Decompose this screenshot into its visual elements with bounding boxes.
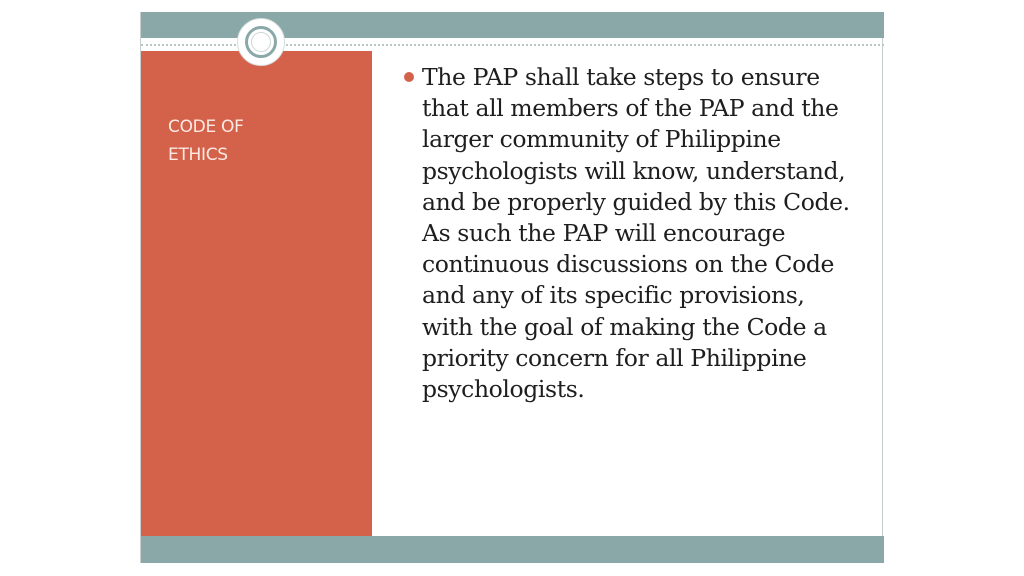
ring-inner (245, 26, 277, 58)
content-area (402, 62, 862, 405)
ring-core (251, 32, 271, 52)
bullet-text: The PAP shall take steps to ensure that all members of the PAP and the larger community of Philippine psychologists will know, understand, and be properly guided by this Code. As such the PAP will encourage continuous discussions on the Code and any of its specific provisions, with the goal of making the Code a priority concern for all Philippine psychologists. (422, 63, 850, 404)
bullet-item (402, 62, 862, 405)
circle-ring-icon (237, 18, 285, 66)
round-bullet-icon (404, 72, 414, 82)
slide-title: CODE OF ETHICS (168, 117, 244, 165)
sidebar-panel (141, 51, 372, 536)
bottom-band (141, 536, 884, 563)
slide (140, 12, 883, 563)
